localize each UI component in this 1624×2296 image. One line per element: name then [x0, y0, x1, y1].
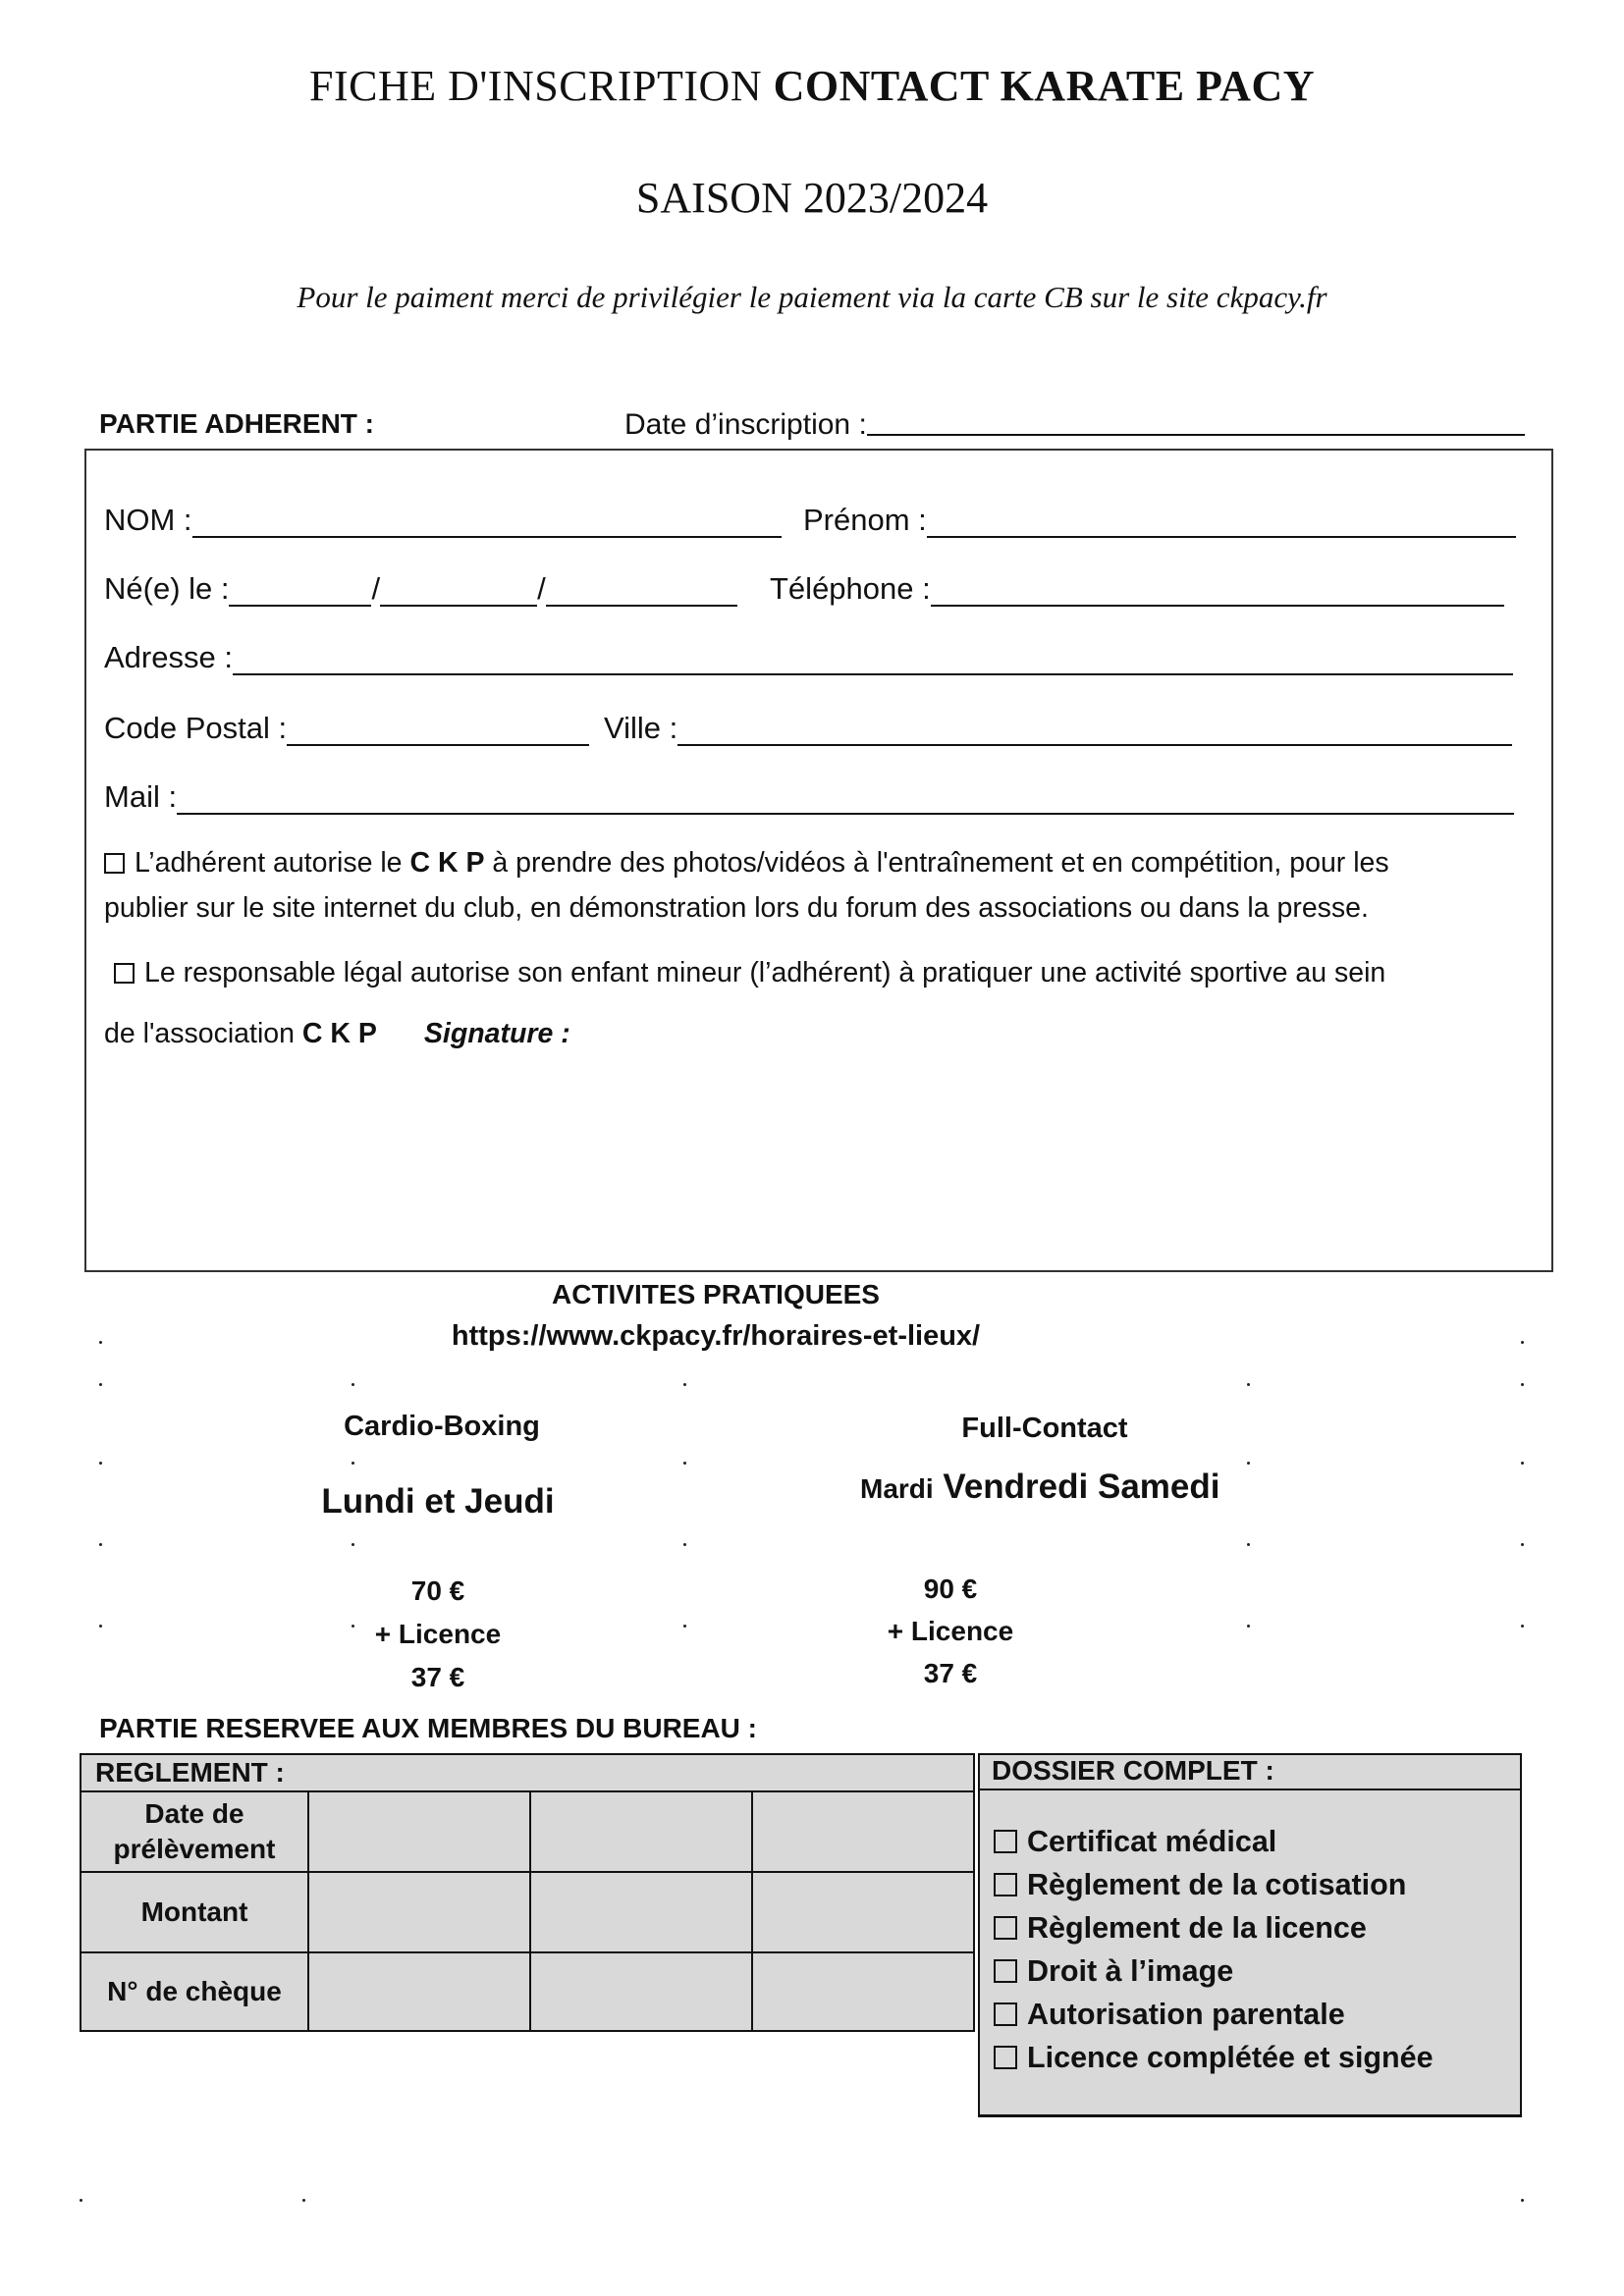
mail-line[interactable]: [177, 785, 1514, 815]
cardio-boxing-name: Cardio-Boxing: [344, 1411, 540, 1442]
dossier-item: [994, 1825, 1276, 1859]
section-adherent-label: PARTIE ADHERENT :: [99, 408, 374, 439]
reglement-cell[interactable]: [752, 1872, 974, 1952]
adresse-label: Adresse :: [104, 640, 233, 674]
grid-dot: [1521, 1383, 1524, 1386]
adresse-field[interactable]: [104, 640, 1513, 675]
prenom-line[interactable]: [927, 508, 1516, 538]
ville-line[interactable]: [677, 717, 1512, 746]
section-bureau-label: PARTIE RESERVEE AUX MEMBRES DU BUREAU :: [99, 1713, 758, 1743]
dossier-item-label: Droit à l’image: [1027, 1954, 1234, 1988]
dossier-complet-header: DOSSIER COMPLET :: [978, 1753, 1522, 1790]
grid-dot: [683, 1383, 686, 1386]
minor-consent-line2: [104, 1011, 570, 1056]
full-contact-licence-label: + Licence: [887, 1616, 1014, 1646]
grid-dot: [683, 1462, 686, 1465]
dossier-checkbox[interactable]: [994, 1830, 1017, 1853]
date-inscription-label: Date d’inscription :: [624, 408, 867, 441]
dossier-item: [994, 1954, 1233, 1989]
nom-field[interactable]: [104, 503, 782, 538]
table-row: [81, 1952, 974, 2031]
dossier-item-label: Certificat médical: [1027, 1825, 1277, 1858]
grid-dot: [1521, 1625, 1524, 1628]
full-contact-price: 90 €: [923, 1574, 978, 1604]
cardio-licence-price: 37 €: [410, 1662, 465, 1692]
reglement-cell[interactable]: [308, 1952, 530, 2031]
reglement-table: [80, 1753, 975, 2032]
photo-consent-text: L’adhérent autorise le: [135, 847, 410, 879]
season-title: SAISON 2023/2024: [635, 174, 989, 222]
form-title: [0, 61, 1624, 111]
photo-consent-line2: publier sur le site internet du club, en démonstration lors du forum des associations ou dans la presse.: [104, 892, 1369, 924]
telephone-line[interactable]: [931, 577, 1504, 607]
montant-label: Montant: [81, 1872, 308, 1952]
ckp-abbrev: C K P: [409, 847, 485, 879]
reglement-cell[interactable]: [530, 1791, 752, 1872]
adresse-line[interactable]: [233, 646, 1513, 675]
dossier-item-label: Licence complétée et signée: [1027, 2041, 1434, 2074]
grid-dot: [1521, 1462, 1524, 1465]
birth-year-line[interactable]: [546, 577, 737, 607]
grid-dot: [99, 1341, 102, 1344]
activities-title: ACTIVITES PRATIQUEES: [552, 1279, 880, 1309]
dossier-checkbox[interactable]: [994, 2002, 1017, 2026]
code-postal-label: Code Postal :: [104, 711, 288, 745]
date-inscription-line[interactable]: [867, 412, 1525, 436]
grid-dot: [1247, 1383, 1250, 1386]
grid-dot: [352, 1462, 354, 1465]
dossier-checkbox[interactable]: [994, 1916, 1017, 1940]
mail-label: Mail :: [104, 779, 178, 814]
full-contact-days-rest: Vendredi Samedi: [943, 1468, 1220, 1506]
minor-consent-text-2: de l'association: [104, 1018, 302, 1049]
photo-consent-checkbox[interactable]: [104, 853, 125, 874]
cardio-licence-label: + Licence: [374, 1619, 502, 1649]
reglement-header: REGLEMENT :: [81, 1754, 974, 1791]
ckp-abbrev: C K P: [301, 1018, 377, 1049]
grid-dot: [683, 1625, 686, 1628]
minor-consent-checkbox[interactable]: [114, 963, 135, 984]
grid-dot: [1521, 2199, 1524, 2202]
code-postal-line[interactable]: [287, 717, 589, 746]
reglement-cell[interactable]: [752, 1952, 974, 2031]
birth-month-line[interactable]: [380, 577, 537, 607]
grid-dot: [1247, 1625, 1250, 1628]
reglement-cell[interactable]: [308, 1791, 530, 1872]
payment-note: Pour le paiment merci de privilégier le paiement via la carte CB sur le site ckpacy.fr: [297, 280, 1327, 314]
full-contact-days: [860, 1468, 1219, 1507]
reglement-cell[interactable]: [530, 1952, 752, 2031]
reglement-cell[interactable]: [530, 1872, 752, 1952]
minor-consent: [114, 950, 1385, 995]
telephone-label: Téléphone :: [770, 571, 931, 606]
dossier-item-label: Règlement de la cotisation: [1027, 1868, 1407, 1901]
mail-field[interactable]: [104, 779, 1514, 815]
dossier-item-label: Autorisation parentale: [1027, 1998, 1345, 2031]
title-plain: FICHE D'INSCRIPTION: [308, 62, 774, 110]
signature-label: Signature :: [423, 1018, 570, 1049]
ville-field[interactable]: [604, 711, 1512, 746]
photo-consent: [104, 840, 1389, 885]
grid-dot: [352, 1625, 354, 1628]
table-row: [81, 1872, 974, 1952]
grid-dot: [1247, 1462, 1250, 1465]
grid-dot: [1521, 1543, 1524, 1546]
table-row: [81, 1791, 974, 1872]
dossier-item: [994, 2041, 1434, 2075]
nele-label: Né(e) le :: [104, 571, 230, 606]
grid-dot: [302, 2199, 305, 2202]
grid-dot: [683, 1543, 686, 1546]
dossier-item: [994, 1868, 1406, 1902]
nom-label: NOM :: [104, 503, 192, 537]
telephone-field[interactable]: [770, 571, 1504, 607]
club-name: CONTACT KARATE PACY: [773, 62, 1315, 110]
cardio-boxing-price: 70 €: [410, 1575, 465, 1606]
full-contact-day-mardi: Mardi: [860, 1473, 934, 1504]
full-contact-licence-price: 37 €: [923, 1658, 978, 1688]
date-inscription-field[interactable]: [624, 408, 1525, 442]
dossier-checkbox[interactable]: [994, 2046, 1017, 2069]
grid-dot: [1247, 1543, 1250, 1546]
photo-consent-text-2: à prendre des photos/vidéos à l'entraînement et en compétition, pour les: [484, 847, 1389, 879]
grid-dot: [99, 1625, 102, 1628]
grid-dot: [99, 1383, 102, 1386]
dossier-item-label: Règlement de la licence: [1027, 1911, 1367, 1945]
ville-label: Ville :: [604, 711, 678, 745]
dossier-checkbox[interactable]: [994, 1873, 1017, 1896]
date-separator: /: [537, 571, 546, 606]
grid-dot: [99, 1462, 102, 1465]
activities-url-link[interactable]: https://www.ckpacy.fr/horaires-et-lieux/: [451, 1320, 981, 1352]
full-contact-name: Full-Contact: [961, 1413, 1128, 1444]
reglement-cell[interactable]: [752, 1791, 974, 1872]
grid-dot: [352, 1383, 354, 1386]
nom-line[interactable]: [192, 508, 782, 538]
dossier-item: [994, 1911, 1367, 1946]
grid-dot: [352, 1543, 354, 1546]
date-separator: /: [371, 571, 381, 606]
code-postal-field[interactable]: [104, 711, 589, 746]
grid-dot: [80, 2199, 82, 2202]
birth-day-line[interactable]: [229, 577, 371, 607]
grid-dot: [99, 1543, 102, 1546]
prenom-label: Prénom :: [803, 503, 927, 537]
minor-consent-text: Le responsable légal autorise son enfant mineur (l’adhérent) à pratiquer une activité sportive au sein: [144, 957, 1386, 988]
reglement-cell[interactable]: [308, 1872, 530, 1952]
cardio-boxing-days: Lundi et Jeudi: [321, 1482, 555, 1521]
dossier-item: [994, 1998, 1345, 2032]
date-prelevement-label: Date de prélèvement: [81, 1791, 308, 1872]
dossier-checkbox[interactable]: [994, 1959, 1017, 1983]
numero-cheque-label: N° de chèque: [81, 1952, 308, 2031]
prenom-field[interactable]: [803, 503, 1516, 538]
birthdate-field[interactable]: [104, 571, 737, 607]
grid-dot: [1521, 1341, 1524, 1344]
